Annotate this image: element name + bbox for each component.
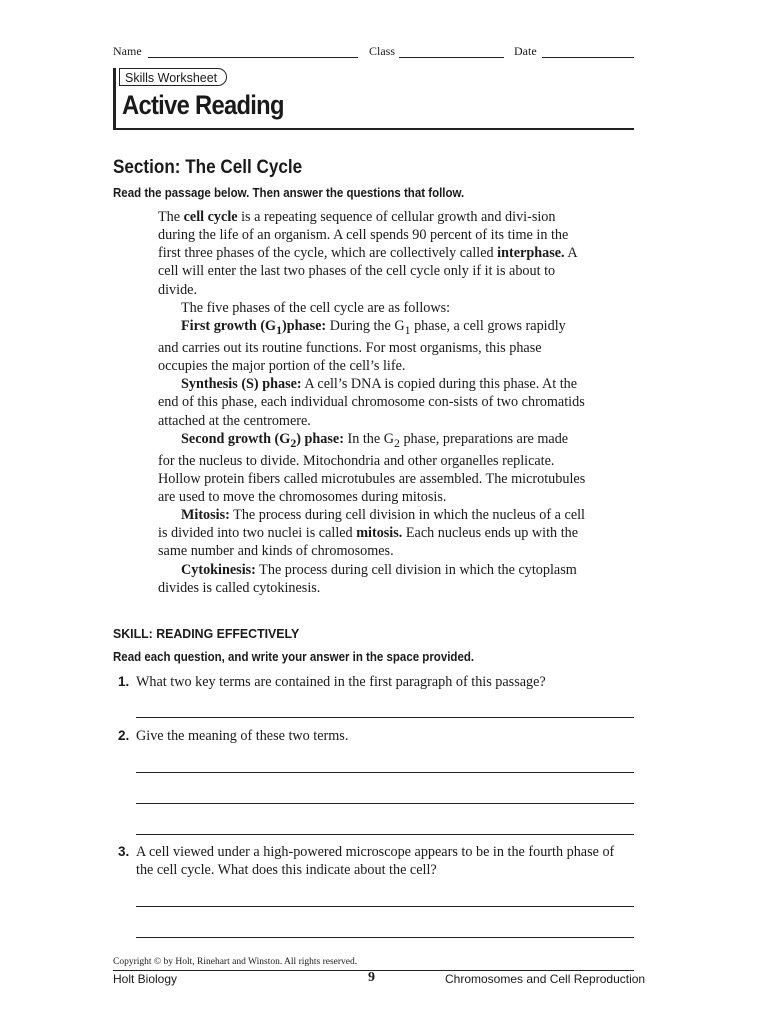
answer-line[interactable] <box>136 717 634 718</box>
date-label: Date <box>514 44 537 58</box>
phase-mitosis: Mitosis: The process during cell division in which the nucleus of a cell is divided into two nuclei is called mitosis. Each nucleus ends up with the same number and kinds of chromosomes. <box>158 507 585 560</box>
question-text: A cell viewed under a high-powered microscope appears to be in the fourth phase of the cell cycle. What does this indicate about the cell? <box>136 844 615 879</box>
reading-passage <box>158 208 588 597</box>
question-3 <box>118 843 638 879</box>
phase-g1: First growth $(G_1)phase$: During the $G_1$ phase, a cell grows rapidly and carries out its routine functions. For most organisms, this phase occupies the major portion of the cell’s life. <box>158 317 566 375</box>
copyright-notice: Copyright © by Holt, Rinehart and Winston. All rights reserved. <box>113 957 358 967</box>
page-title: Active Reading <box>122 90 284 120</box>
name-label: Name <box>113 44 142 58</box>
title-divider <box>113 128 634 130</box>
answer-line[interactable] <box>136 906 634 907</box>
worksheet-tag: Skills Worksheet <box>119 68 227 86</box>
answer-line[interactable] <box>136 834 634 835</box>
question-number: 2. <box>118 728 130 743</box>
book-title: Holt Biology <box>113 972 178 986</box>
question-text: What two key terms are contained in the first paragraph of this passage? <box>136 674 546 690</box>
phase-cytokinesis: Cytokinesis: The process during cell division in which the cytoplasm divides is called cytokinesis. <box>158 561 577 596</box>
class-field[interactable] <box>399 57 504 58</box>
question-number: 1. <box>118 674 130 689</box>
class-label: Class <box>369 44 396 58</box>
date-field[interactable] <box>542 57 634 58</box>
answer-line[interactable] <box>136 772 634 773</box>
phase-s: Synthesis (S) phase: A cell’s DNA is copied during this phase. At the end of this phase, each individual chromosome con-sists of two chromatids attached at the centromere. <box>158 376 585 429</box>
passage-phases-intro: The five phases of the cell cycle are as follows: <box>181 299 451 316</box>
question-number: 3. <box>118 844 130 859</box>
question-instruction: Read each question, and write your answer in the space provided. <box>113 650 475 664</box>
page-number: 9 <box>368 970 375 985</box>
question-1 <box>118 673 638 691</box>
chapter-title: Chromosomes and Cell Reproduction <box>445 972 646 986</box>
question-2 <box>118 727 638 745</box>
skill-title: SKILL: READING EFFECTIVELY <box>113 626 300 641</box>
phase-g2: Second growth $(G_2)$ phase: In the $G_2$ phase, preparations are made for the nucleus to divide. Mitochondria and other organelles replicate. Hollow protein fibers called microtubules are assembled. The microtubules are used to move the chromosomes during mitosis. <box>158 430 586 505</box>
name-field[interactable] <box>148 57 358 58</box>
passage-instruction: Read the passage below. Then answer the questions that follow. <box>113 186 465 200</box>
title-accent-bar <box>113 68 116 130</box>
passage-intro: The cell cycle is a repeating sequence of cellular growth and divi-sion during the life of an organism. A cell spends 90 percent of its time in the first three phases of the cycle, which are collectively called interphase. A cell will enter the last two phases of the cell cycle only if it is about to divide. <box>158 209 577 298</box>
answer-line[interactable] <box>136 937 634 938</box>
section-title: Section: The Cell Cycle <box>113 157 303 178</box>
answer-line[interactable] <box>136 803 634 804</box>
question-text: Give the meaning of these two terms. <box>136 728 349 744</box>
